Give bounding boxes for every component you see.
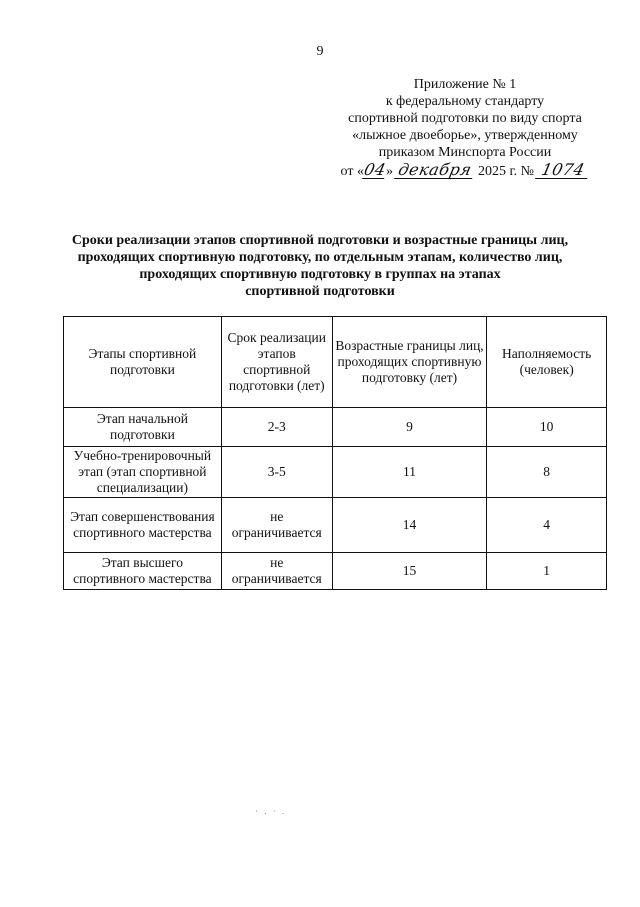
order-month: декабря: [395, 161, 477, 179]
table-row: [64, 553, 607, 590]
cell-capacity: 4: [487, 498, 607, 553]
cell-stage: Учебно-тренировочный этап (этап спортивной специализации): [64, 447, 222, 498]
cell-capacity: 10: [487, 408, 607, 447]
title-line: Сроки реализации этапов спортивной подготовки и возрастные границы лиц,: [71, 233, 569, 248]
scan-artifact: · . · .: [255, 806, 287, 816]
cell-stage: Этап начальной подготовки: [64, 408, 222, 447]
header-stages: Этапы спортивной подготовки: [64, 317, 222, 408]
appendix-block: [340, 76, 590, 180]
order-mid: »: [385, 164, 393, 179]
cell-stage: Этап высшего спортивного мастерства: [64, 553, 222, 590]
title-line: проходящих спортивную подготовку в группах на этапах: [139, 267, 501, 282]
cell-stage: Этап совершенствования спортивного мастерства: [64, 498, 222, 553]
document-title: [40, 232, 600, 300]
appendix-line: «лыжное двоеборье», утвержденному: [352, 128, 578, 143]
header-duration: Срок реализации этапов спортивной подготовки (лет): [221, 317, 332, 408]
appendix-line: спортивной подготовки по виду спорта: [348, 111, 582, 126]
table-row: [64, 447, 607, 498]
cell-age: 9: [332, 408, 487, 447]
cell-duration: не ограничивается: [221, 498, 332, 553]
order-day: 04: [362, 160, 388, 179]
cell-age: 15: [332, 553, 487, 590]
cell-duration: 2-3: [221, 408, 332, 447]
title-line: спортивной подготовки: [245, 284, 395, 299]
header-age-limits: Возрастные границы лиц, проходящих спортивную подготовку (лет): [332, 317, 487, 408]
cell-capacity: 1: [487, 553, 607, 590]
appendix-line: приказом Минспорта России: [378, 145, 552, 160]
cell-age: 14: [332, 498, 487, 553]
stages-table: [63, 316, 607, 590]
table-row: [64, 408, 607, 447]
table-header-row: [64, 317, 607, 408]
page-number: 9: [316, 44, 324, 59]
appendix-line: к федеральному стандарту: [385, 94, 545, 109]
table-row: [64, 498, 607, 553]
order-line: [340, 161, 590, 180]
order-prefix: от «: [340, 164, 364, 179]
cell-age: 11: [332, 447, 487, 498]
cell-capacity: 8: [487, 447, 607, 498]
order-number: 1074: [536, 161, 592, 179]
title-line: проходящих спортивную подготовку, по отдельным этапам, количество лиц,: [77, 250, 563, 265]
header-capacity: Наполняемость (человек): [487, 317, 607, 408]
order-year: 2025 г. №: [477, 164, 534, 179]
cell-duration: 3-5: [221, 447, 332, 498]
appendix-line: Приложение № 1: [413, 77, 517, 92]
cell-duration: не ограничивается: [221, 553, 332, 590]
